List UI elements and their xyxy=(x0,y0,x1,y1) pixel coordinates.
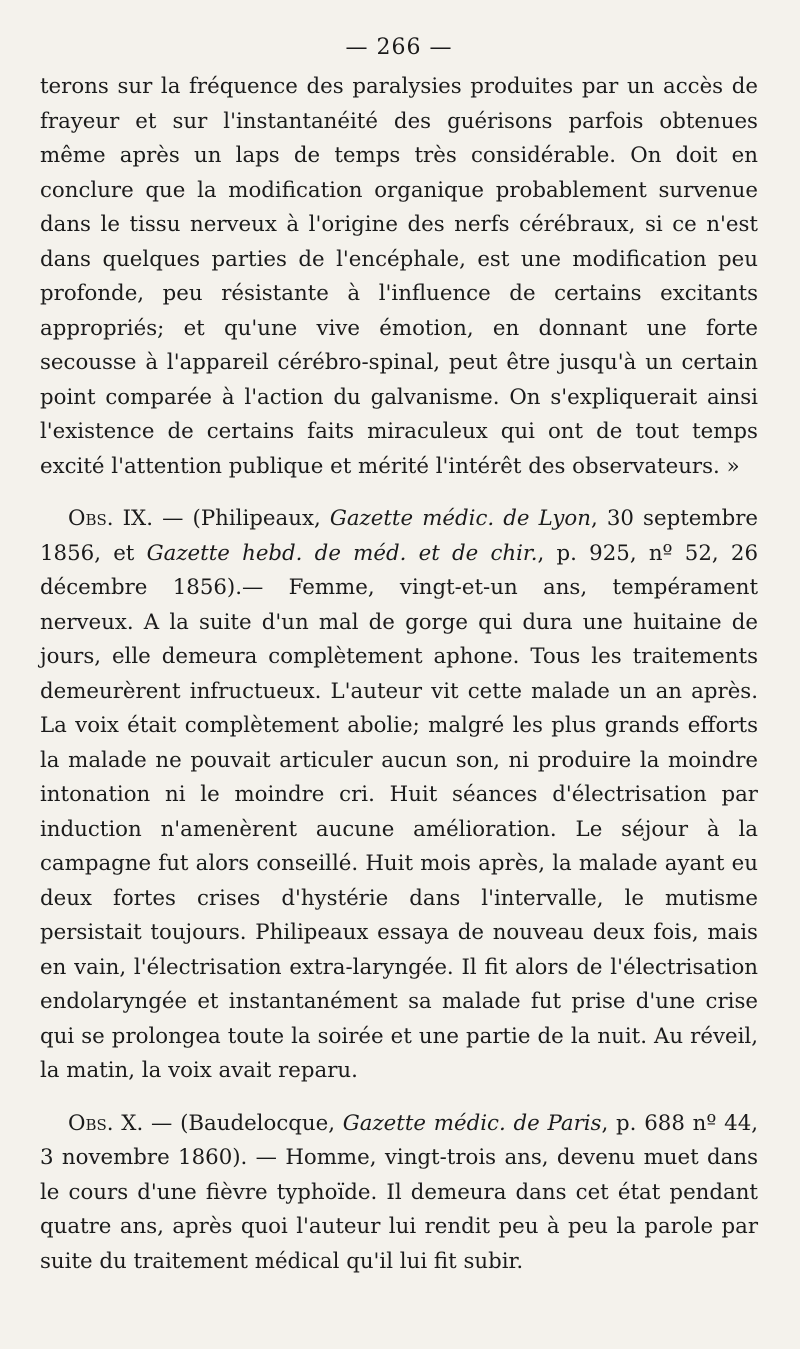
paragraph-continuation: terons sur la fréquence des paralysies produites par un accès de frayeur et sur l'instantanéité des guérisons parfois obtenues même après un laps de temps très considérable. On doit en conclure que la modification organique probablement survenue dans le tissu nerveux à l'origine des nerfs cérébraux, si ce n'est dans quelques parties de l'encéphale, est une modification peu profonde, peu résistante à l'influence de certains excitants appropriés; et qu'une vive émotion, en donnant une forte secousse à l'appareil cérébro-spinal, peut être jusqu'à un certain point comparée à l'action du galvanisme. On s'expliquerait ainsi l'existence de certains faits miraculeux qui ont de tout temps excité l'attention publique et mérité l'intérêt des observateurs. » xyxy=(40,74,758,479)
observation-ix-label: Obs. IX. xyxy=(68,506,153,531)
document-page xyxy=(40,30,758,1279)
page-number: — 266 — xyxy=(345,35,453,60)
observation-x-dash: — (Baudelocque, xyxy=(143,1110,343,1136)
observation-x xyxy=(40,1107,758,1280)
observation-ix-journal-2: Gazette hebd. de méd. et de chir. xyxy=(146,540,538,566)
observation-ix-body: , p. 925, nº 52, 26 décembre 1856).— Femme, vingt-et-un ans, tempérament nerveux. A la suite d'un mal de gorge qui dura une huitaine de jours, elle demeura complètement aphone. Tous les traitements demeurèrent infructueux. L'auteur vit cette malade un an après. La voix était complètement abolie; malgré les plus grands efforts la malade ne pouvait articuler aucun son, ni produire la moindre intonation ni le moindre cri. Huit séances d'électrisation par induction n'amenèrent aucune amélioration. Le séjour à la campagne fut alors conseillé. Huit mois après, la malade ayant eu deux fortes crises d'hystérie dans l'intervalle, le mutisme persistait toujours. Philipeaux essaya de nouveau deux fois, mais en vain, l'électrisation extra-laryngée. Il fit alors de l'électrisation endolaryngée et instantanément sa malade fut prise d'une crise qui se prolongea toute la soirée et une partie de la nuit. Au réveil, la matin, la voix avait reparu. xyxy=(40,540,758,1083)
observation-ix xyxy=(40,502,758,1089)
observation-x-journal: Gazette médic. de Paris xyxy=(342,1110,602,1136)
observation-ix-mid: , 30 septembre 1856, et xyxy=(40,506,758,566)
observation-x-label: Obs. X. xyxy=(68,1110,144,1136)
observation-ix-dash: — (Philipeaux, xyxy=(152,506,330,531)
observation-x-body: , p. 688 nº 44, 3 novembre 1860). — Homme, vingt-trois ans, devenu muet dans le cours d'une fièvre typhoïde. Il demeura dans cet état pendant quatre ans, après quoi l'auteur lui rendit peu à peu la parole par suite du traitement médical qu'il lui fit subir. xyxy=(40,1110,759,1274)
observation-ix-journal-1: Gazette médic. de Lyon xyxy=(329,506,591,531)
